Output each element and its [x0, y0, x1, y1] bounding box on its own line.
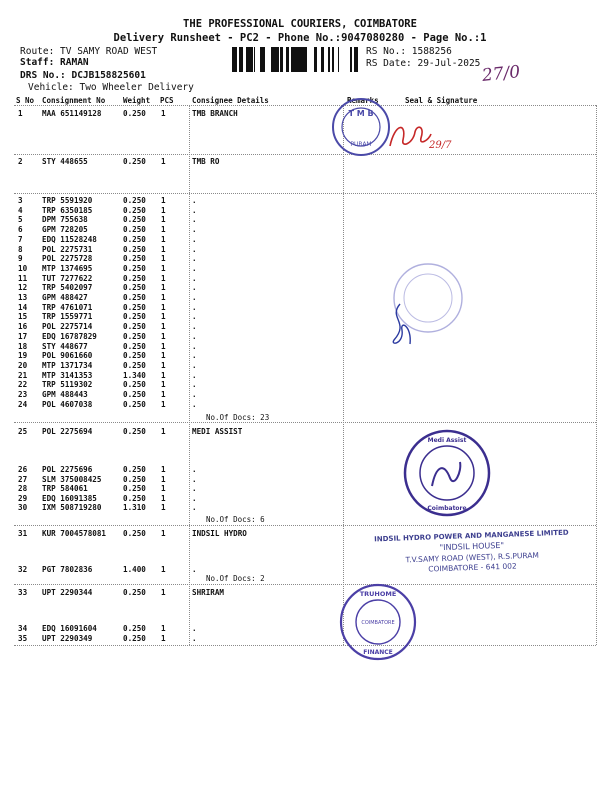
row-consignment: EDQ 16787829 [42, 331, 97, 341]
group-divider [14, 422, 596, 423]
row-consignment: POL 9061660 [42, 351, 93, 361]
group-doc-count: No.Of Docs: 2 [206, 574, 265, 583]
row-consignment: TRP 5119302 [42, 380, 93, 390]
row-sno: 17 [18, 331, 28, 341]
row-pcs: 1 [161, 331, 166, 341]
row-pcs: 1 [161, 474, 166, 484]
row-consignment: EDQ 16091385 [42, 493, 97, 503]
row-pcs: 1 [161, 399, 166, 409]
barcode-bar [333, 47, 334, 72]
svg-text:Medi Assist: Medi Assist [427, 437, 467, 444]
barcode-bar [332, 47, 333, 72]
row-pcs: 1 [161, 254, 166, 264]
row-pcs: 1 [161, 465, 166, 474]
barcode-bar [276, 47, 279, 72]
row-consignee: . [192, 322, 197, 332]
svg-text:Coimbatore: Coimbatore [427, 505, 467, 512]
row-pcs: 1 [161, 157, 166, 166]
row-consignee: . [192, 283, 197, 293]
row-consignee: . [192, 370, 197, 380]
vehicle-label: Vehicle: Two Wheeler Delivery [28, 82, 194, 93]
col-sno: S No [16, 96, 35, 105]
row-consignment: MAA 651149128 [42, 109, 102, 118]
row-pcs: 1 [161, 234, 166, 244]
row-weight: 0.250 [123, 493, 146, 503]
row-consignment: GPM 728205 [42, 225, 88, 235]
row-consignee: . [192, 341, 197, 351]
row-sno: 20 [18, 360, 28, 370]
row-weight: 0.250 [123, 109, 146, 118]
blue-signature [380, 300, 420, 350]
row-consignment: KUR 7004578081 [42, 529, 107, 538]
row-consignee: . [192, 380, 197, 390]
barcode-bar [354, 47, 355, 72]
row-consignment: TRP 6350185 [42, 205, 93, 215]
row-consignee: . [192, 484, 197, 494]
row-consignee: . [192, 234, 197, 244]
row-pcs: 1 [161, 273, 166, 283]
rs-date: RS Date: 29-Jul-2025 [366, 58, 481, 69]
barcode-bar [291, 47, 293, 72]
barcode-bar [328, 47, 330, 72]
barcode-bar [260, 47, 262, 72]
row-sno: 7 [18, 234, 23, 244]
row-weight: 0.250 [123, 244, 146, 254]
row-consignment: TRP 1559771 [42, 312, 93, 322]
row-pcs: 1 [161, 529, 166, 538]
barcode [232, 47, 360, 72]
row-consignment: POL 2275696 [42, 465, 93, 474]
row-weight: 0.250 [123, 390, 146, 399]
row-consignment: TRP 584061 [42, 484, 88, 494]
row-sno: 15 [18, 312, 28, 322]
row-consignment: UPT 2290349 [42, 633, 93, 643]
row-consignee: . [192, 215, 197, 225]
row-consignment: POL 2275728 [42, 254, 93, 264]
row-sno: 18 [18, 341, 28, 351]
row-weight: 1.340 [123, 370, 146, 380]
row-sno: 16 [18, 322, 28, 332]
row-pcs: 1 [161, 283, 166, 293]
remarks-col-divider [343, 105, 344, 645]
barcode-bar [239, 47, 242, 72]
row-pcs: 1 [161, 484, 166, 494]
row-consignee: . [192, 633, 197, 643]
barcode-bar [242, 47, 243, 72]
row-weight: 0.250 [123, 157, 146, 166]
row-pcs: 1 [161, 312, 166, 322]
barcode-bar [236, 47, 237, 72]
row-consignment: UPT 2290344 [42, 588, 93, 597]
svg-text:TRUHOME: TRUHOME [359, 590, 397, 598]
row-consignee: . [192, 493, 197, 503]
row-weight: 0.250 [123, 263, 146, 273]
row-weight: 0.250 [123, 624, 146, 633]
barcode-bar [338, 47, 339, 72]
right-border [596, 105, 597, 645]
row-sno: 13 [18, 293, 28, 302]
row-sno: 4 [18, 205, 23, 215]
row-consignment: TRP 4761071 [42, 302, 93, 312]
barcode-bar [293, 47, 296, 72]
row-pcs: 1 [161, 215, 166, 225]
row-consignee: . [192, 465, 197, 474]
row-consignee: . [192, 263, 197, 273]
row-sno: 33 [18, 588, 28, 597]
consignee-col-divider [189, 105, 190, 645]
row-weight: 0.250 [123, 360, 146, 370]
row-consignee: . [192, 360, 197, 370]
row-weight: 0.250 [123, 380, 146, 390]
col-consignment: Consignment No [42, 96, 106, 105]
col-consignee: Consignee Details [192, 96, 269, 105]
row-consignment: EDQ 11528248 [42, 234, 97, 244]
row-sno: 19 [18, 351, 28, 361]
row-pcs: 1 [161, 624, 166, 633]
row-weight: 0.250 [123, 351, 146, 361]
row-consignee: TMB BRANCH [192, 109, 238, 118]
row-pcs: 1 [161, 633, 166, 643]
row-pcs: 1 [161, 341, 166, 351]
row-pcs: 1 [161, 196, 166, 205]
row-sno: 11 [18, 273, 28, 283]
row-pcs: 1 [161, 427, 166, 436]
row-sno: 25 [18, 427, 28, 436]
row-consignee: . [192, 565, 197, 574]
row-consignment: POL 2275714 [42, 322, 93, 332]
row-pcs: 1 [161, 380, 166, 390]
row-sno: 6 [18, 225, 23, 235]
barcode-bar [248, 47, 251, 72]
barcode-bar [321, 47, 324, 72]
row-pcs: 1 [161, 225, 166, 235]
row-consignment: SLM 375008425 [42, 474, 102, 484]
row-pcs: 1 [161, 565, 166, 574]
barcode-bar [254, 47, 255, 72]
row-weight: 0.250 [123, 341, 146, 351]
barcode-bar [280, 47, 283, 72]
row-consignment: TUT 7277622 [42, 273, 93, 283]
row-weight: 0.250 [123, 196, 146, 205]
barcode-bar [305, 47, 307, 72]
row-consignment: EDQ 16091604 [42, 624, 97, 633]
row-sno: 2 [18, 157, 23, 166]
row-consignment: MTP 1374695 [42, 263, 93, 273]
row-weight: 0.250 [123, 633, 146, 643]
row-sno: 5 [18, 215, 23, 225]
row-pcs: 1 [161, 293, 166, 302]
tmb-bank-stamp [330, 96, 392, 158]
row-sno: 3 [18, 196, 23, 205]
row-sno: 34 [18, 624, 28, 633]
barcode-bar [355, 47, 358, 72]
row-sno: 12 [18, 283, 28, 293]
row-consignee: . [192, 293, 197, 302]
group-doc-count: No.Of Docs: 6 [206, 515, 265, 524]
col-seal-signature: Seal & Signature [405, 96, 478, 105]
row-weight: 1.310 [123, 503, 146, 513]
group-divider [14, 154, 596, 155]
col-weight: Weight [123, 96, 151, 105]
row-consignee: . [192, 351, 197, 361]
row-sno: 24 [18, 399, 28, 409]
drs-number: DRS No.: DCJB158825601 [20, 70, 146, 81]
row-consignment: PGT 7802836 [42, 565, 93, 574]
row-sno: 35 [18, 633, 28, 643]
row-sno: 26 [18, 465, 28, 474]
barcode-bar [350, 47, 352, 72]
red-signature [385, 118, 455, 153]
row-sno: 32 [18, 565, 28, 574]
row-pcs: 1 [161, 351, 166, 361]
runsheet-subtitle: Delivery Runsheet - PC2 - Phone No.:9047080280 - Page No.:1 [113, 32, 487, 44]
row-weight: 0.250 [123, 399, 146, 409]
svg-text:T M B: T M B [348, 109, 374, 118]
barcode-bar [234, 47, 236, 72]
row-sno: 10 [18, 263, 28, 273]
row-pcs: 1 [161, 493, 166, 503]
svg-text:PURAM: PURAM [350, 141, 372, 148]
row-consignment: POL 4607038 [42, 399, 93, 409]
barcode-bar [271, 47, 273, 72]
col-pcs: PCS [160, 96, 174, 105]
company-name: THE PROFESSIONAL COURIERS, COIMBATORE [183, 18, 417, 30]
header-divider [14, 105, 596, 106]
row-consignee: . [192, 312, 197, 322]
row-consignee: . [192, 244, 197, 254]
barcode-bar [273, 47, 276, 72]
row-consignment: POL 2275731 [42, 244, 93, 254]
row-weight: 0.250 [123, 293, 146, 302]
row-consignment: STY 448655 [42, 157, 88, 166]
row-consignee: SHRIRAM [192, 588, 225, 597]
row-sno: 31 [18, 529, 28, 538]
row-pcs: 1 [161, 360, 166, 370]
row-pcs: 1 [161, 322, 166, 332]
row-consignment: IXM 508719280 [42, 503, 102, 513]
row-consignee: . [192, 331, 197, 341]
rs-number: RS No.: 1588256 [366, 46, 452, 57]
row-consignment: POL 2275694 [42, 427, 93, 436]
row-weight: 0.250 [123, 588, 146, 597]
route-label: Route: TV SAMY ROAD WEST [20, 46, 158, 57]
row-consignee: . [192, 390, 197, 399]
barcode-bar [232, 47, 234, 72]
row-weight: 0.250 [123, 465, 146, 474]
row-pcs: 1 [161, 302, 166, 312]
row-consignee: . [192, 254, 197, 264]
row-sno: 30 [18, 503, 28, 513]
barcode-bar [262, 47, 263, 72]
row-weight: 0.250 [123, 234, 146, 244]
group-doc-count: No.Of Docs: 23 [206, 413, 270, 422]
row-sno: 29 [18, 493, 28, 503]
barcode-bar [251, 47, 253, 72]
row-consignment: DPM 755638 [42, 215, 88, 225]
row-consignee: . [192, 205, 197, 215]
row-sno: 21 [18, 370, 28, 380]
barcode-bar [286, 47, 289, 72]
row-weight: 0.250 [123, 427, 146, 436]
row-pcs: 1 [161, 503, 166, 513]
truhome-finance-stamp [338, 582, 418, 662]
row-weight: 1.400 [123, 565, 146, 574]
row-consignee: TMB RO [192, 157, 220, 166]
row-weight: 0.250 [123, 322, 146, 332]
medi-assist-stamp [402, 428, 492, 518]
row-weight: 0.250 [123, 254, 146, 264]
row-pcs: 1 [161, 263, 166, 273]
row-pcs: 1 [161, 588, 166, 597]
row-consignee: . [192, 302, 197, 312]
row-weight: 0.250 [123, 215, 146, 225]
row-consignment: STY 448677 [42, 341, 88, 351]
row-sno: 22 [18, 380, 28, 390]
row-sno: 9 [18, 254, 23, 264]
row-consignment: TRP 5402097 [42, 283, 93, 293]
staff-label: Staff: RAMAN [20, 57, 89, 68]
svg-text:COIMBATORE: COIMBATORE [361, 620, 395, 626]
row-consignee: . [192, 225, 197, 235]
row-consignment: GPM 488443 [42, 390, 88, 399]
row-weight: 0.250 [123, 302, 146, 312]
svg-text:29/7: 29/7 [429, 140, 452, 151]
row-consignment: TRP 5591920 [42, 196, 93, 205]
row-consignment: GPM 488427 [42, 293, 88, 302]
table-bottom [14, 645, 596, 646]
row-pcs: 1 [161, 370, 166, 380]
row-consignee: . [192, 624, 197, 633]
group-divider [14, 193, 596, 194]
row-pcs: 1 [161, 244, 166, 254]
row-weight: 0.250 [123, 529, 146, 538]
row-consignee: MEDI ASSIST [192, 427, 243, 436]
barcode-bar [246, 47, 248, 72]
group-divider [14, 584, 596, 585]
row-consignee: . [192, 399, 197, 409]
row-sno: 27 [18, 474, 28, 484]
row-consignee: . [192, 273, 197, 283]
handwritten-note: 27/0 [481, 62, 522, 86]
barcode-bar [263, 47, 265, 72]
row-weight: 0.250 [123, 474, 146, 484]
row-sno: 28 [18, 484, 28, 494]
row-sno: 23 [18, 390, 28, 399]
row-sno: 1 [18, 109, 23, 118]
row-pcs: 1 [161, 390, 166, 399]
svg-text:FINANCE: FINANCE [363, 649, 393, 656]
row-sno: 8 [18, 244, 23, 254]
row-weight: 0.250 [123, 273, 146, 283]
row-consignment: MTP 3141353 [42, 370, 93, 380]
row-pcs: 1 [161, 205, 166, 215]
indsil-company-stamp: INDSIL HYDRO POWER AND MANGANESE LIMITED "INDSIL HOUSE" T.V.SAMY ROAD (WEST), R.S.PURAM COIMBATORE - 641 002 [374, 528, 569, 574]
row-consignee: INDSIL HYDRO [192, 529, 247, 538]
group-divider [14, 525, 596, 526]
row-weight: 0.250 [123, 331, 146, 341]
row-weight: 0.250 [123, 225, 146, 235]
col-remarks: Remarks [347, 96, 379, 105]
barcode-bar [314, 47, 317, 72]
row-consignee: . [192, 196, 197, 205]
barcode-bar [296, 47, 299, 72]
barcode-bar [303, 47, 305, 72]
row-consignee: . [192, 474, 197, 484]
row-weight: 0.250 [123, 312, 146, 322]
barcode-bar [299, 47, 300, 72]
row-consignee: . [192, 503, 197, 513]
row-sno: 14 [18, 302, 28, 312]
row-weight: 0.250 [123, 205, 146, 215]
row-weight: 0.250 [123, 283, 146, 293]
row-consignment: MTP 1371734 [42, 360, 93, 370]
row-pcs: 1 [161, 109, 166, 118]
barcode-bar [300, 47, 303, 72]
row-weight: 0.250 [123, 484, 146, 494]
